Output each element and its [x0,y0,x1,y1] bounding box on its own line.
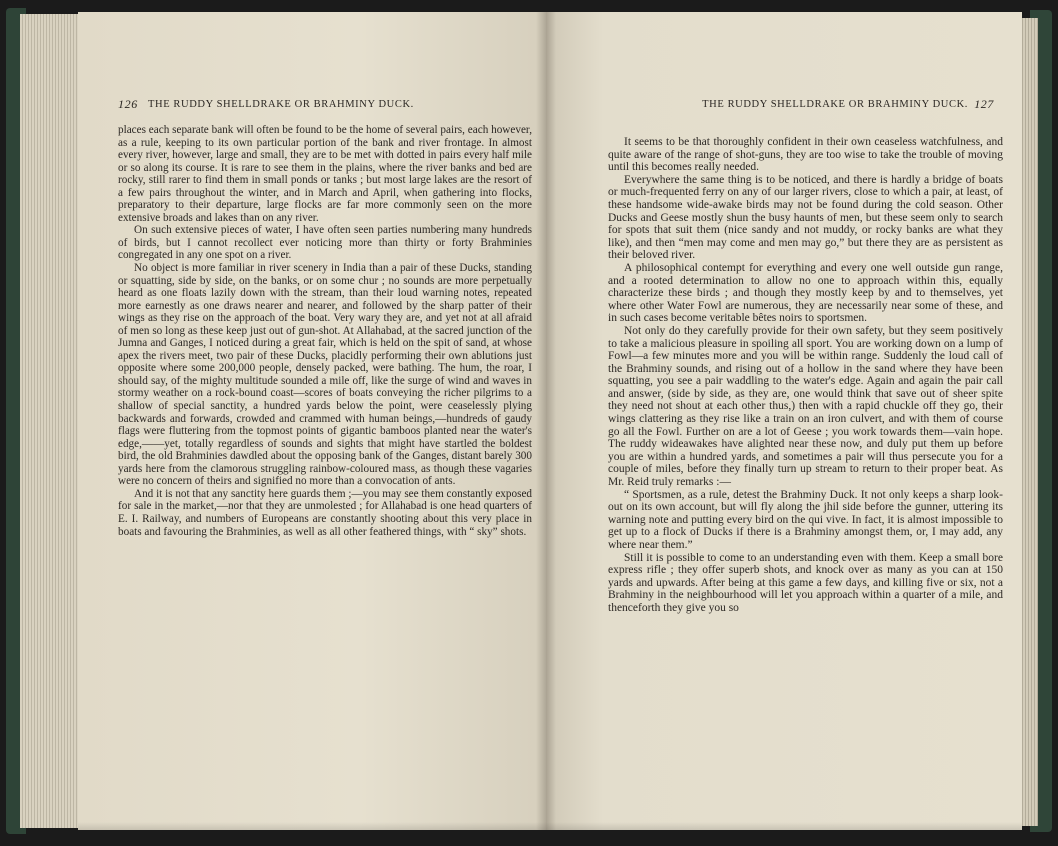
right-page [546,12,1022,830]
paragraph: Still it is possible to come to an understanding even with them. Keep a small bore express rifle ; they offer superb shots, and knock over as many as you can at 150 yards and upwards. After being at this game a few days, and killing five or six, not a Brahminy in the neighbourhood will let you approach within a quarter of a mile, and thenceforth they give you so [608,551,1003,614]
body-text-right [608,136,1003,615]
paragraph: On such extensive pieces of water, I have often seen parties numbering many hundreds of birds, but I cannot recollect ever noticing more than thirty or forty Brahminies congregated in any one spot on a river. [118,224,532,262]
paragraph: No object is more familiar in river scenery in India than a pair of these Ducks, standing or squatting, side by side, on the banks, or on some chur ; no sounds are more perpetually heard as one floats lazily down with the stream, than their loud warning notes, repeated more earnestly as one draws nearer and nearer, and followed by the sharp patter of their wings as they rise on the approach of the boat. Very wary they are, and yet not at all afraid of men so long as these keep just out of gun-shot. At Allahabad, at the sacred junction of the Jumna and Ganges, I noticed during a great fair, which is held on the spit of sand, at whose apex the rivers meet, two pair of these Ducks, placidly performing their own ablutions just opposite where some 200,000 people, densely packed, were bathing. The hum, the roar, I should say, of the mighty multitude sounded a mile off, like the surge of wind and waves in stormy weather on a rock-bound coast—scores of boats conveying the richer pilgrims to a shallow of special sanctity, a hundred yards below the point, were ceaselessly plying backwards and forwards, crowded and crammed with human beings,—hundreds of gaudy flags were fluttering from the topmost points of gigantic bamboos planted near the water's edge,——yet, totally regardless of sounds and sights that might have startled the boldest bird, the old Brahminies dawdled about the opposing bank of the Ganges, distant barely 300 yards here from the clamorous struggling rainbow-coloured mass, as though these vagaries were no concern of theirs and signified no more than a convocation of ants. [118,262,532,488]
paragraph: It seems to be that thoroughly confident in their own ceaseless watchfulness, and quite aware of the range of shot-guns, they are too wise to take the trouble of moving until this becomes really needed. [608,136,1003,174]
paragraph: places each separate bank will often be found to be the home of several pairs, each however, as a rule, keeping to its own particular portion of the bank and river frontage. In almost every river, however, large and small, they are to be met with dotted in pairs every half mile or so along its course. It is rare to see them in the plains, where the river banks and bed are rocky, still rarer to find them in small ponds or tanks ; but most large lakes are the resort of a few pairs throughout the winter, and in March and April, when gathering into flocks, preparatory to their departure, large flocks are far more commonly seen on the more extensive broads and lakes than on any river. [118,124,532,224]
running-head-right [580,98,994,114]
running-head-title-right: THE RUDDY SHELLDRAKE OR BRAHMINY DUCK. [702,99,968,110]
book-gutter [536,12,556,830]
paragraph: Everywhere the same thing is to be noticed, and there is hardly a bridge of boats or much-frequented ferry on any of our larger rivers, close to which a pair, at least, of these handsome wide-awake birds may not be found during the cold season. Other Ducks and Geese mostly shun the busy haunts of men, but these seem only to search for spots that suit them (nice sandy and not muddy, or rocky banks are what they like), and then “men may come and men may go,” but there they are as persistent as their beloved river. [608,173,1003,262]
body-text-left [118,124,532,538]
page-stack-right [1020,18,1038,826]
page-number-left: 126 [118,97,138,111]
page-stack-left [20,14,80,828]
running-head-title-left: THE RUDDY SHELLDRAKE OR BRAHMINY DUCK. [148,99,414,110]
paragraph: “ Sportsmen, as a rule, detest the Brahminy Duck. It not only keeps a sharp look-out on its own account, but will fly along the jhil side before the gunner, uttering its warning note and putting every bird on the qui vive. In fact, it is almost impossible to get up to a flock of Ducks if there is a Brahminy amongst them, or, I may add, any where near them.” [608,488,1003,551]
paragraph: Not only do they carefully provide for their own safety, but they seem positively to take a malicious pleasure in spoiling all sport. You are working down on a lump of Fowl—a few minutes more and you will be within range. Suddenly the loud call of the Brahminy sounds, and rising out of a hollow in the sand where they have been squatting, you see a pair waddling to the water's edge. Again and again the pair call and answer, (side by side, as they are, one would think that save out of sheer spite they need not shout at each other thus,) then with a rapid chuckle off they go, their wings clattering as they rise like a train on an iron culvert, and with them of course go all the Fowl. Further on are a lot of Geese ; you work towards them—vain hope. The ruddy wideawakes have alighted near these now, and duly put them up before you are within a hundred yards, and sometimes a pair will thus persecute you for a couple of miles, before they finally turn up stream to return to their proper beat. As Mr. Reid truly remarks :— [608,324,1003,489]
paragraph: And it is not that any sanctity here guards them ;—you may see them constantly exposed for sale in the market,—nor that they are unmolested ; for Allahabad is one head quarters of E. I. Railway, and numbers of Europeans are constantly shooting about this very place in boats and favouring the Brahminies, as well as all other feathered things, with “ sky” shots. [118,487,533,538]
running-head-left [118,98,524,114]
left-page [78,12,546,830]
paragraph: A philosophical contempt for everything and every one well outside gun range, and a rooted determination to allow no one to approach within this, equally characterize these birds ; and though they mostly keep by and to themselves, yet where other Water Fowl are numerous, they are necessarily near some of these, and in such cases become veritable bêtes noirs to sportsmen. [608,261,1003,325]
page-number-right: 127 [974,97,994,111]
